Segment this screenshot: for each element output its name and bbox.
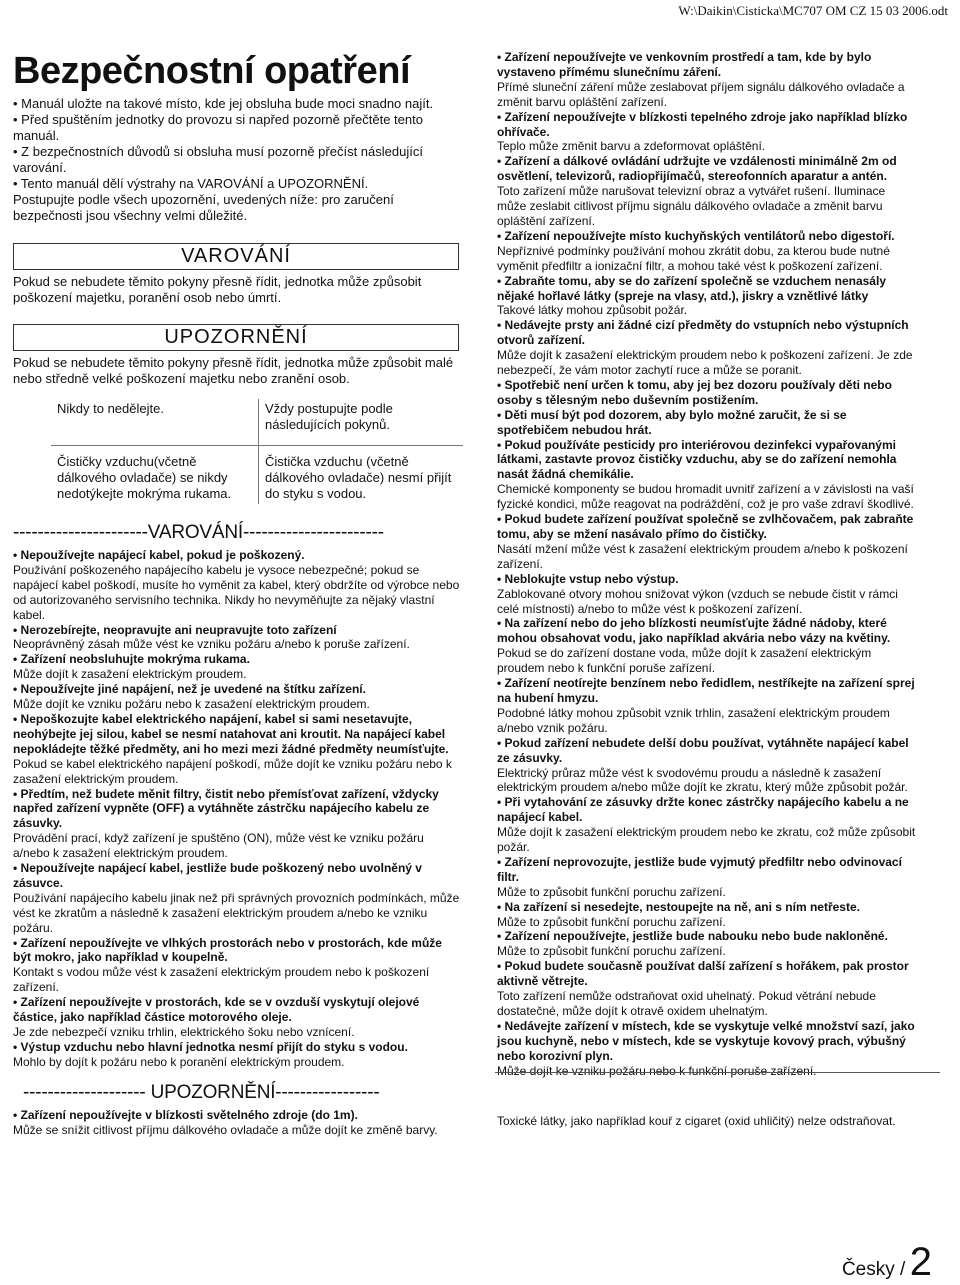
instruction-detail: Teplo může změnit barvu a zdeformovat opláštění. (497, 139, 766, 154)
instruction-heading: • Nepoužívejte jiné napájení, než je uvedené na štítku zařízení. (13, 682, 366, 697)
instruction-item (497, 318, 917, 378)
instruction-detail: Přímé sluneční záření může zeslabovat příjem signálu dálkového ovladače a změnit barvu opláštění zařízení. (497, 79, 905, 109)
instruction-item (497, 408, 917, 438)
instruction-detail: Může dojít k zasažení elektrickým proudem. (13, 667, 247, 682)
instruction-heading: • Pokud budete zařízení používat společně se zvlhčovačem, pak zabraňte tomu, aby se mžení nasávalo přímo do čističky. (497, 512, 914, 541)
instruction-item (13, 682, 463, 712)
instruction-item (497, 154, 917, 229)
instruction-heading: • Neblokujte vstup nebo výstup. (497, 571, 679, 586)
instruction-detail: Nepříznivé podmínky používání mohou zkrátit dobu, za kterou bude nutné vyměnit předfiltr a ionizační filtr, a mohou také vést k poškození zařízení. (497, 243, 890, 273)
instruction-item (497, 50, 917, 110)
instruction-item (13, 995, 463, 1040)
page-number: 2 (909, 1240, 932, 1284)
symbol-table (51, 399, 463, 504)
instruction-heading: • Nepoškozujte kabel elektrického napájení, kabel si sami nesetavujte, neohýbejte jej silou, kabel se nesmí natahovat ani kroutit. Na napájecí kabel nepokládejte těžké předměty, ani ho mezi mezi žádné předměty neumísťujte. (13, 711, 449, 756)
instruction-heading: • Spotřebič není určen k tomu, aby jej bez dozoru používaly děti nebo osoby s tělesným nebo duševním postižením. (497, 377, 892, 407)
instruction-detail: Je zde nebezpečí vzniku trhlin, elektrického šoku nebo vznícení. (13, 1025, 355, 1039)
instruction-detail: Nasátí mžení může vést k zasažení elektrickým proudem a/nebo k poškození zařízení. (497, 541, 908, 571)
instruction-detail: Může to způsobit funkční poruchu zařízení. (497, 914, 726, 929)
instruction-heading: • Zařízení nepoužívejte místo kuchyňských ventilátorů nebo digestoří. (497, 228, 895, 243)
instruction-item (497, 378, 917, 408)
instruction-item (497, 229, 917, 274)
instruction-item (497, 855, 917, 900)
instruction-heading: • Zařízení a dálkové ovládání udržujte ve vzdálenosti minimálně 2m od osvětlení, televizorů, radiopřijímačů, stereofonních aparatur a antén. (497, 154, 897, 184)
instruction-detail: Může se snížit citlivost příjmu dálkového ovladače a může dojít ke změně barvy. (13, 1122, 438, 1137)
instruction-item (13, 1108, 463, 1138)
left-column (13, 50, 463, 1138)
instruction-heading: • Pokud používáte pesticidy pro interiérovou dezinfekci vypařovanými látkami, zastavte provoz čističky vzduchu, aby se do zařízení nemohla nasát žádná chemikálie. (497, 437, 897, 482)
instruction-heading: • Předtím, než budete měnit filtry, čistit nebo přemísťovat zařízení, vždycky napřed zařízení vypněte (OFF) a vytáhněte zástrčku napájecího kabelu ze zásuvky. (13, 786, 439, 831)
right-column (497, 50, 917, 1079)
caution-label-box: UPOZORNĚNÍ (13, 324, 459, 351)
instruction-detail: Pokud se do zařízení dostane voda, může dojít k zasažení elektrickým proudem nebo k funkční poruše zařízení. (497, 646, 872, 676)
instruction-heading: • Zařízení neobsluhujte mokrýma rukama. (13, 652, 250, 667)
never-label: Nikdy to nedělejte. (51, 399, 258, 446)
instruction-heading: • Pokud budete současně používat další zařízení s hořákem, pak prostor aktivně větrejte. (497, 959, 909, 989)
instruction-detail: Mohlo by dojít k požáru nebo k poranění elektrickým proudem. (13, 1054, 345, 1069)
language-label: Česky / (841, 1259, 906, 1280)
instruction-item (13, 936, 463, 996)
warning-separator: ----------------------VAROVÁNÍ----------------------- (13, 522, 384, 543)
instruction-heading: • Nedávejte prsty ani žádné cizí předměty do vstupních nebo výstupních otvorů zařízení. (497, 318, 909, 348)
instruction-item (13, 548, 463, 623)
warning-label-box: VAROVÁNÍ (13, 243, 459, 270)
intro-paragraph: Postupujte podle všech upozornění, uvedených níže: pro zaručení bezpečnosti jsou všechny velmi důležité. (13, 192, 394, 223)
instruction-item (497, 512, 917, 572)
instruction-detail: Takové látky mohou způsobit požár. (497, 303, 688, 318)
document-path-header: W:\Daikin\Cisticka\MC707 OM CZ 15 03 2006.odt (678, 3, 948, 18)
intro-bullet: • Z bezpečnostních důvodů si obsluha musí pozorně přečíst následující varování. (13, 144, 423, 175)
warning-items (13, 548, 463, 1070)
instruction-heading: • Zařízení nepoužívejte ve venkovním prostředí a tam, kde by bylo vystaveno přímému slunečnímu záření. (497, 50, 872, 79)
caution-items (13, 1108, 463, 1138)
instruction-detail: Podobné látky mohou způsobit vznik trhlin, zasažení elektrickým proudem a/nebo vznik požáru. (497, 705, 890, 735)
instruction-heading: • Nerozebírejte, neopravujte ani neupravujte toto zařízení (13, 622, 337, 637)
instruction-detail: Provádění prací, když zařízení je spuštěno (ON), může vést ke vzniku požáru a/nebo k zasažení elektrickým proudem. (13, 831, 424, 861)
right-items (497, 50, 917, 1079)
instruction-heading: • Výstup vzduchu nebo hlavní jednotka nesmí přijít do styku s vodou. (13, 1039, 408, 1054)
toxic-note: Toxické látky, jako například kouř z cigaret (oxid uhličitý) nelze odstraňovat. (497, 1114, 896, 1128)
page-title: Bezpečnostní opatření (13, 50, 410, 92)
instruction-heading: • Pokud zařízení nebudete delší dobu používat, vytáhněte napájecí kabel ze zásuvky. (497, 735, 909, 765)
instruction-detail: Pokud se kabel elektrického napájení poškodí, může dojít ke vzniku požáru nebo k zasažení elektrickým proudem. (13, 756, 452, 786)
caution-separator: -------------------- UPOZORNĚNÍ----------------- (23, 1081, 380, 1103)
instruction-item (497, 1019, 917, 1079)
instruction-item (497, 676, 917, 736)
instruction-heading: • Zařízení nepoužívejte v prostorách, kde se v ovzduší vyskytují olejové částice, jako například částice motorového oleje. (13, 995, 420, 1025)
intro-bullet: • Před spuštěním jednotky do provozu si napřed pozorně přečtěte tento manuál. (13, 112, 423, 143)
instruction-item (13, 623, 463, 653)
instruction-heading: • Zařízení nepoužívejte v blízkosti tepelného zdroje jako například blízko ohřívače. (497, 109, 908, 139)
instruction-heading: • Na zařízení nebo do jeho blízkosti neumísťujte žádné nádoby, které mohou obsahovat vodu, jako například akvária nebo vázy na květiny. (497, 616, 891, 646)
instruction-item (497, 572, 917, 617)
instruction-detail: Může to způsobit funkční poruchu zařízení. (497, 884, 726, 899)
instruction-heading: • Při vytahování ze zásuvky držte konec zástrčky napájecího kabelu a ne napájecí kabel. (497, 795, 909, 825)
instruction-item (13, 861, 463, 936)
intro-bullet: • Tento manuál dělí výstrahy na VAROVÁNÍ a UPOZORNĚNÍ. (13, 176, 369, 191)
instruction-detail: Toto zařízení může narušovat televizní obraz a vytvářet rušení. Iluminace může zeslabit citlivost příjmu signálu dálkového ovladače a změnit barvu opláštění zařízení. (497, 184, 886, 228)
intro-list (13, 96, 463, 192)
instruction-item (13, 712, 463, 787)
caution-definition: Pokud se nebudete těmito pokyny přesně řídit, jednotka může způsobit malé nebo středně velké poškození majetku nebo zranění osob. (13, 355, 454, 386)
instruction-heading: • Zařízení nepoužívejte v blízkosti světelného zdroje (do 1m). (13, 1107, 358, 1122)
instruction-item (497, 110, 917, 155)
instruction-heading: • Zařízení nepoužívejte, jestliže bude nabouku nebo bude nakloněné. (497, 929, 888, 944)
instruction-detail: Může dojít k zasažení elektrickým proudem nebo k poškození zařízení. Je zde nebezpečí, že vám motor zachytí ruce a může se poranit. (497, 348, 913, 378)
instruction-detail: Může dojít ke vzniku požáru nebo k funkční poruše zařízení. (497, 1063, 817, 1078)
instruction-detail: Neoprávněný zásah může vést ke vzniku požáru a/nebo k poruše zařízení. (13, 637, 410, 652)
instruction-item (497, 616, 917, 676)
instruction-heading: • Zabraňte tomu, aby se do zařízení společně se vzduchem nenasály nějaké hořlavé látky (spreje na vlasy, atd.), jiskry a vznětlivé látky (497, 273, 886, 303)
instruction-heading: • Nepoužívejte napájecí kabel, jestliže bude poškozený nebo uvolněný v zásuvce. (13, 861, 422, 890)
instruction-item (497, 929, 917, 959)
instruction-item (497, 900, 917, 930)
instruction-detail: Používání poškozeného napájecího kabelu je vysoce nebezpečné; pokud se napájecí kabel poškodí, musíte ho vyměnit za kabel, který obdržíte od výrobce nebo od autorizovaného servisního technika. Nikdy ho nevyměňujte za nějaký vlastní kabel. (13, 562, 460, 622)
instruction-heading: • Děti musí být pod dozorem, aby bylo možné zaručit, že si se spotřebičem nebudou hrát. (497, 407, 847, 437)
instruction-detail: Elektrický průraz může vést k svodovému proudu a následně k zasažení elektrickým proudem a/nebo může dojít ke zkratu, který může způsobit požár. (497, 765, 908, 795)
instruction-detail: Kontakt s vodou může vést k zasažení elektrickým proudem nebo k poškození zařízení. (13, 965, 430, 995)
always-label: Vždy postupujte podle následujících pokynů. (258, 399, 463, 446)
instruction-detail: Chemické komponenty se budou hromadit uvnitř zařízení a v závislosti na vaší fyzické kondici, může reagovat na podráždění, což je pro vaše zdraví škodlivé. (497, 482, 914, 512)
page-footer (842, 1240, 932, 1285)
instruction-detail: Může dojít k zasažení elektrickým proudem nebo ke zkratu, což může způsobit požár. (497, 825, 916, 855)
instruction-detail: Zablokované otvory mohou snižovat výkon (vzduch se nebude čistit v rámci celé místnosti) a/nebo to může vést k poškození zařízení. (497, 586, 898, 616)
instruction-item (13, 652, 463, 682)
instruction-heading: • Zařízení neprovozujte, jestliže bude vyjmutý předfiltr nebo odvinovací filtr. (497, 854, 902, 884)
instruction-item (497, 795, 917, 855)
warning-definition: Pokud se nebudete těmito pokyny přesně řídit, jednotka může způsobit poškození majetku, poranění osob nebo úmrtí. (13, 274, 422, 305)
instruction-heading: • Nedávejte zařízení v místech, kde se vyskytuje velké množství sazí, jako jsou kuchyně, nebo v místech, kde se vyskytuje kovový prach, výbušný nebo korozivní plyn. (497, 1018, 915, 1063)
instruction-item (497, 274, 917, 319)
instruction-item (13, 1040, 463, 1070)
instruction-heading: • Na zařízení si nesedejte, nestoupejte na ně, ani s ním netřeste. (497, 899, 860, 914)
instruction-heading: • Zařízení neotírejte benzínem nebo ředidlem, nestříkejte na zařízení sprej na hubení hmyzu. (497, 676, 915, 705)
instruction-heading: • Zařízení nepoužívejte ve vlhkých prostorách nebo v prostorách, kde může být mokro, jako například v koupelně. (13, 935, 442, 965)
intro-bullet: • Manuál uložte na takové místo, kde jej obsluha bude moci snadno najít. (13, 96, 434, 111)
instruction-detail: Může dojít ke vzniku požáru nebo k zasažení elektrickým proudem. (13, 697, 370, 712)
instruction-item (13, 787, 463, 862)
instruction-item (497, 959, 917, 1019)
instruction-detail: Používání napájecího kabelu jinak než při správných provozních podmínkách, může vést ke zkratům a následně k zasažení elektrickým proudem a/nebo ke vzniku požáru. (13, 890, 460, 935)
always-text: Čistička vzduchu (včetně dálkového ovladače) nesmí přijít do styku s vodou. (264, 454, 452, 501)
instruction-detail: Může to způsobit funkční poruchu zařízení. (497, 944, 726, 959)
instruction-item (497, 438, 917, 513)
instruction-detail: Toto zařízení nemůže odstraňovat oxid uhelnatý. Pokud větrání nebude dostatečné, může dojít k otravě oxidem uhelnatým. (497, 989, 876, 1018)
divider-line (495, 1072, 940, 1073)
instruction-item (497, 736, 917, 796)
instruction-heading: • Nepoužívejte napájecí kabel, pokud je poškozený. (13, 548, 305, 562)
never-text: Čističky vzduchu(včetně dálkového ovladače) se nikdy nedotýkejte mokrýma rukama. (51, 446, 258, 505)
